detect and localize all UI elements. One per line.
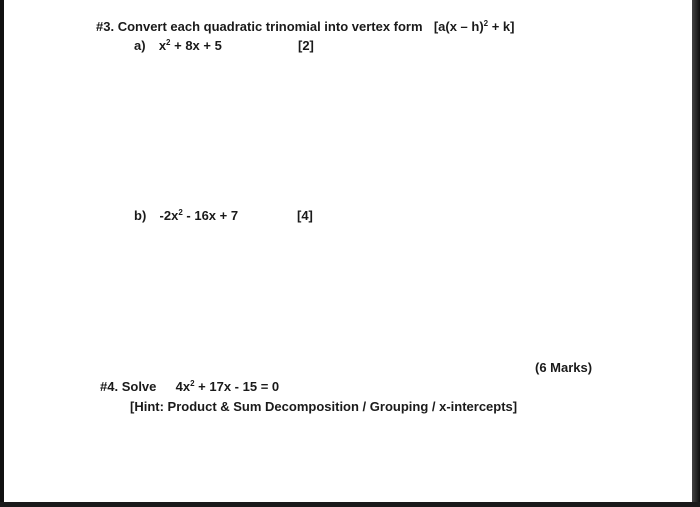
- q4-hint: [Hint: Product & Sum Decomposition / Grouping / x-intercepts]: [130, 399, 518, 414]
- q4-number: #4.: [100, 379, 119, 394]
- q3-part-a: [134, 38, 222, 53]
- left-edge-shadow: [0, 0, 4, 507]
- bottom-edge-shadow: [0, 502, 700, 507]
- q4-verb: Solve: [121, 379, 157, 394]
- q3-heading: [96, 19, 514, 34]
- q3-number: #3.: [96, 19, 115, 34]
- part-b-label: b): [134, 208, 147, 223]
- q4-marks: (6 Marks): [535, 360, 593, 375]
- part-a-marks: [2]: [298, 38, 314, 53]
- part-b-marks: [4]: [297, 208, 313, 223]
- q3-vertex-formula: [a(x – h)$^2$ + k]: [433, 19, 515, 34]
- q3-title: Convert each quadratic trinomial into vertex form: [117, 19, 423, 34]
- part-a-expression: $x^2 + 8x + 5$: [158, 38, 222, 53]
- part-b-expression: $-2x^2 - 16x + 7$: [159, 208, 239, 223]
- part-a-label: a): [134, 38, 146, 53]
- q4-equation: $4x^2 + 17x - 15 = 0$: [175, 379, 280, 394]
- q4-heading: [100, 379, 279, 394]
- q3-part-b: [134, 208, 238, 223]
- right-edge-shadow: [692, 0, 700, 507]
